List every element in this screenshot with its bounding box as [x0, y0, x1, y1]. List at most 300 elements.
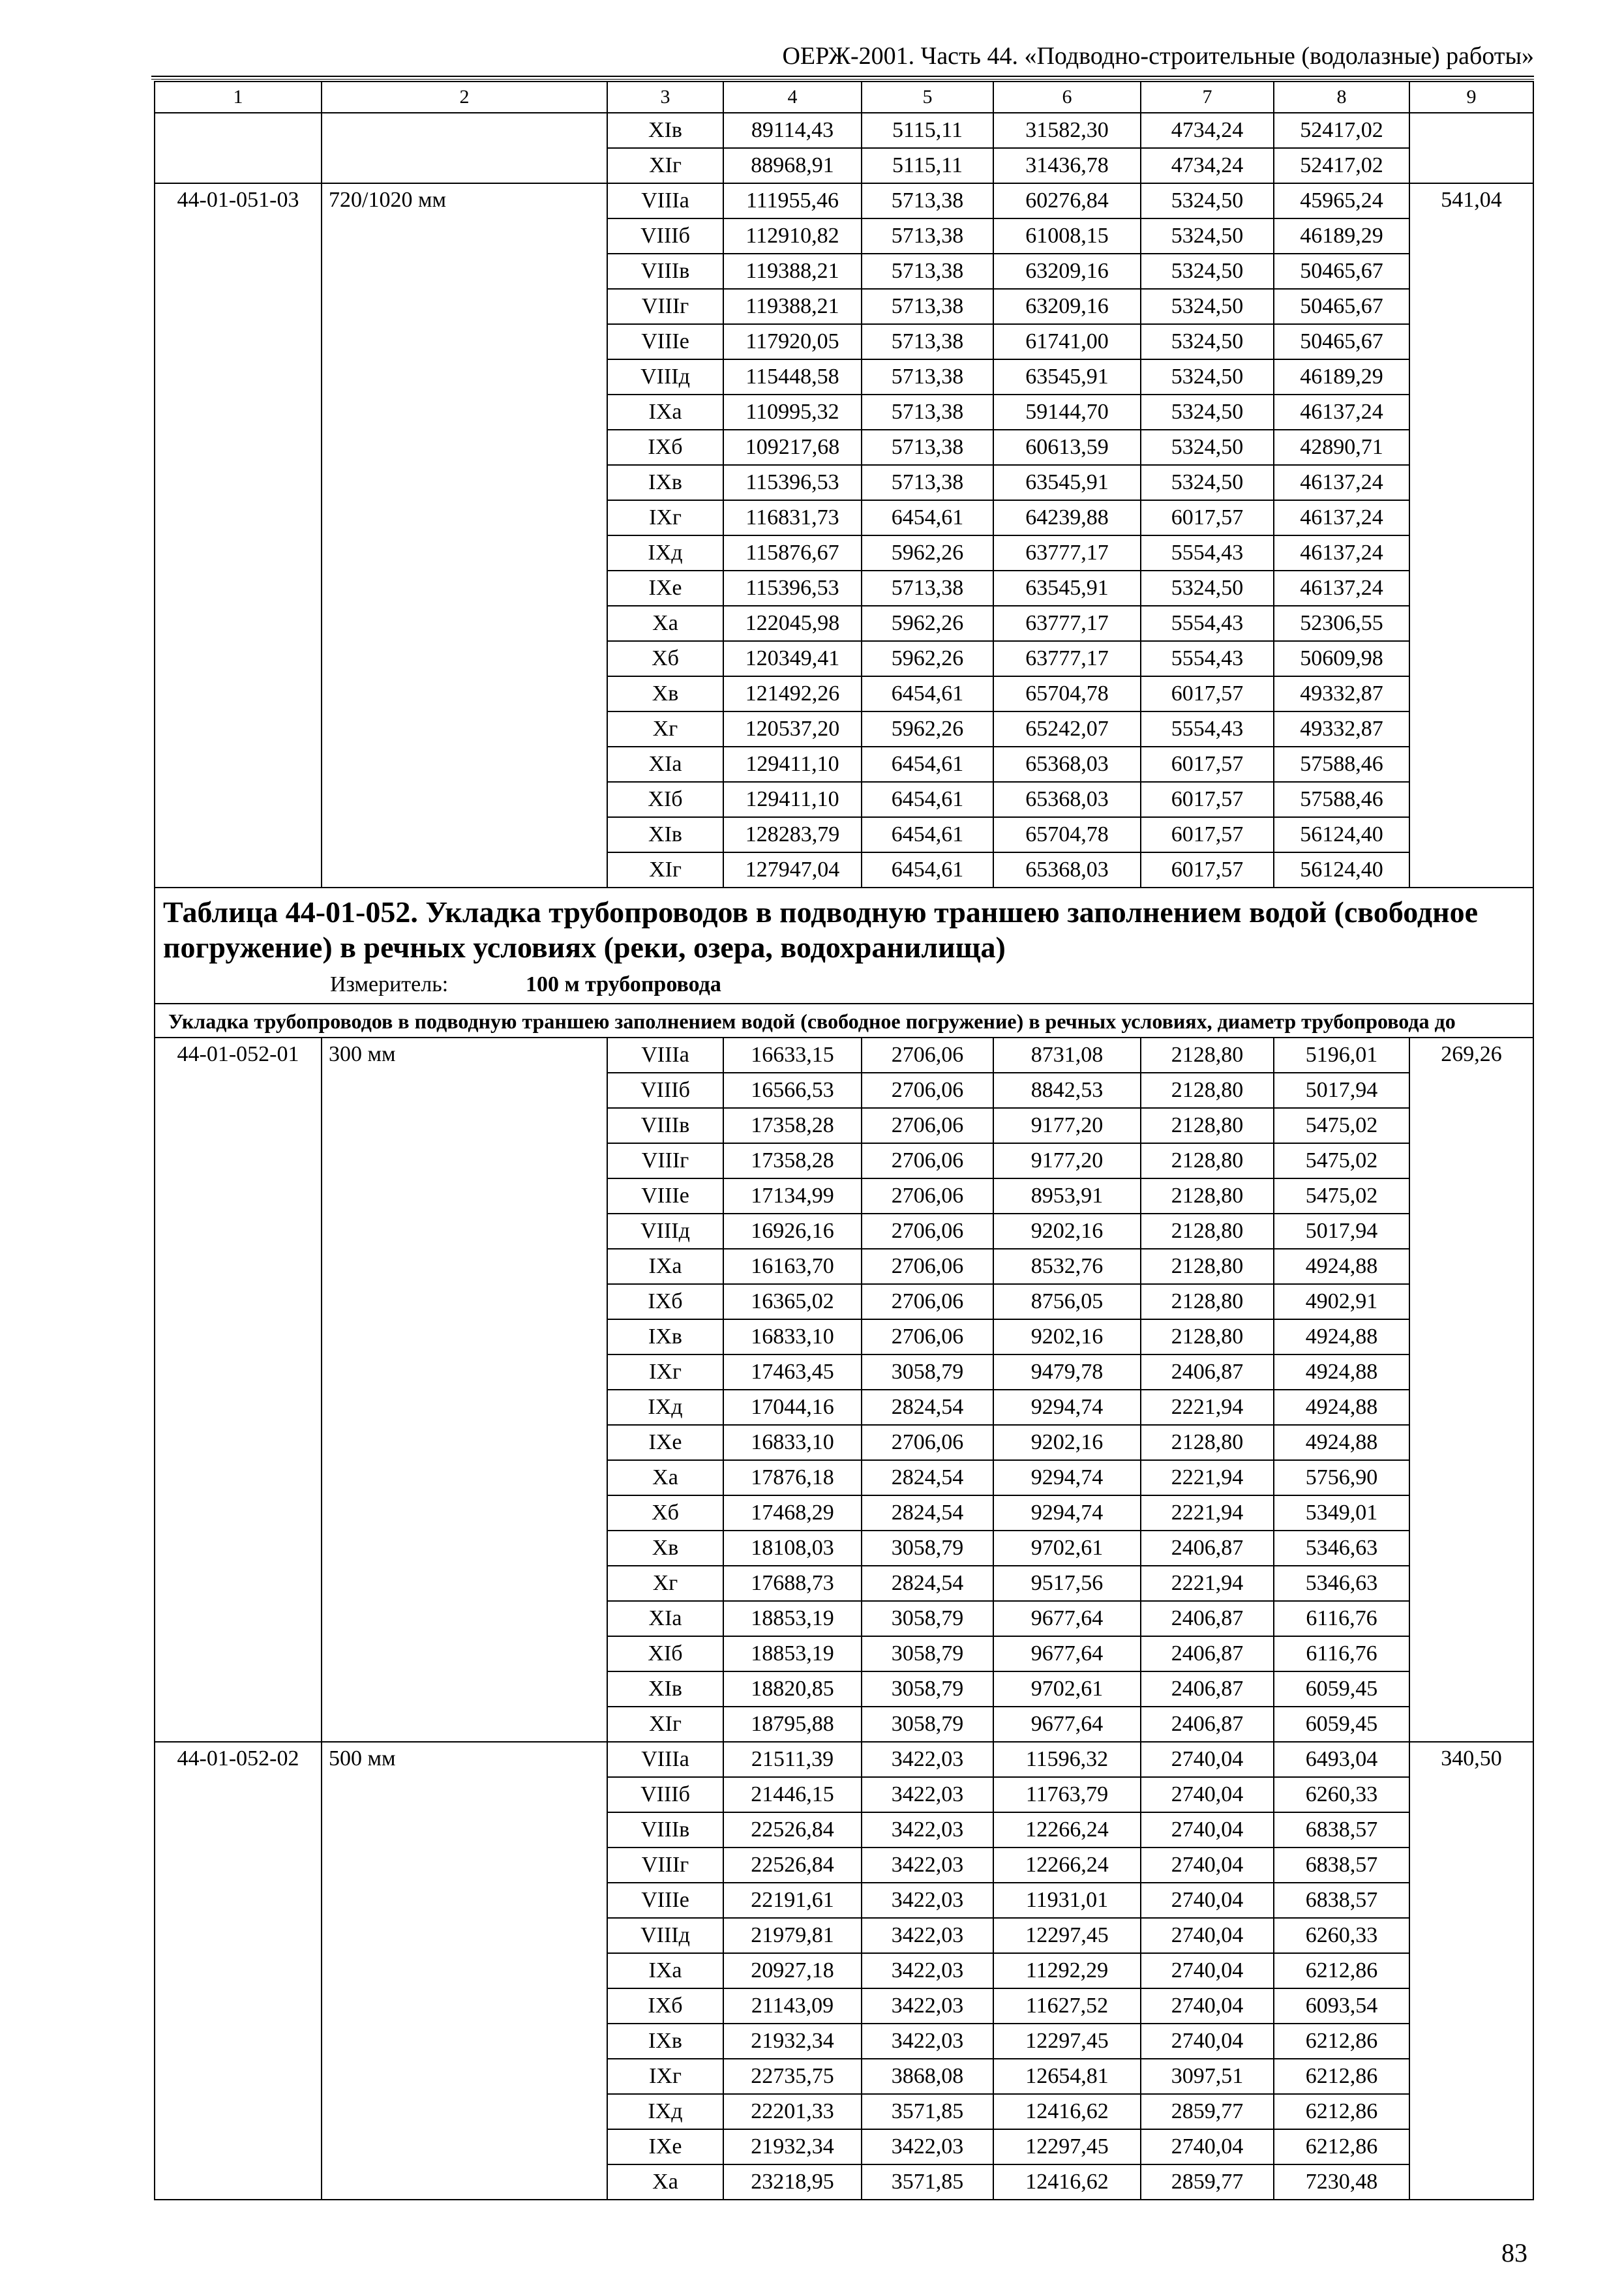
labor-cost: 340,50 [1409, 1742, 1533, 2200]
cost-value: 11596,32 [993, 1742, 1141, 1777]
cost-value: 65704,78 [993, 676, 1141, 711]
cost-value: 63777,17 [993, 535, 1141, 571]
region-class: IXв [607, 2024, 723, 2059]
region-class: VIIIе [607, 324, 723, 359]
cost-value: 3571,85 [862, 2164, 993, 2200]
cost-value: 17044,16 [723, 1390, 862, 1425]
cost-value: 2128,80 [1141, 1038, 1274, 1073]
cost-value: 9677,64 [993, 1636, 1141, 1671]
cost-value: 3058,79 [862, 1531, 993, 1566]
cost-value: 2706,06 [862, 1284, 993, 1319]
cost-value: 46137,24 [1274, 500, 1409, 535]
region-class: Xв [607, 1531, 723, 1566]
cost-value: 63545,91 [993, 359, 1141, 395]
cost-value: 5346,63 [1274, 1531, 1409, 1566]
cost-value: 5962,26 [862, 535, 993, 571]
cost-value: 2706,06 [862, 1143, 993, 1178]
cost-value: 63545,91 [993, 571, 1141, 606]
cost-value: 16926,16 [723, 1214, 862, 1249]
region-class: Xа [607, 2164, 723, 2200]
cost-value: 5324,50 [1141, 254, 1274, 289]
cost-value: 6212,86 [1274, 1953, 1409, 1988]
cost-value: 5475,02 [1274, 1108, 1409, 1143]
cost-value: 2824,54 [862, 1495, 993, 1531]
cost-value: 60276,84 [993, 183, 1141, 218]
cost-value: 2740,04 [1141, 2024, 1274, 2059]
region-class: XIг [607, 1707, 723, 1742]
cost-value: 2221,94 [1141, 1566, 1274, 1601]
cost-value: 2706,06 [862, 1073, 993, 1108]
cost-value: 6212,86 [1274, 2094, 1409, 2129]
region-class: Xб [607, 641, 723, 676]
cost-value: 65368,03 [993, 747, 1141, 782]
cost-value: 5756,90 [1274, 1460, 1409, 1495]
region-class: VIIIб [607, 1777, 723, 1812]
cost-value: 6017,57 [1141, 747, 1274, 782]
cost-value: 8731,08 [993, 1038, 1141, 1073]
cost-value: 89114,43 [723, 113, 862, 148]
cost-value: 122045,98 [723, 606, 862, 641]
labor-cost: 541,04 [1409, 183, 1533, 888]
table-title-row [155, 888, 1533, 1004]
region-class: XIб [607, 782, 723, 817]
table-row [155, 113, 1533, 148]
cost-value: 2221,94 [1141, 1390, 1274, 1425]
cost-value: 3422,03 [862, 2024, 993, 2059]
cost-value: 2128,80 [1141, 1143, 1274, 1178]
cost-value: 4924,88 [1274, 1249, 1409, 1284]
cost-value: 5962,26 [862, 641, 993, 676]
cost-value: 11931,01 [993, 1883, 1141, 1918]
cost-value: 21446,15 [723, 1777, 862, 1812]
cost-value: 120349,41 [723, 641, 862, 676]
region-class: IXг [607, 2059, 723, 2094]
cost-value: 31582,30 [993, 113, 1141, 148]
region-class: VIIIа [607, 1038, 723, 1073]
cost-value: 115876,67 [723, 535, 862, 571]
cost-value: 3422,03 [862, 1812, 993, 1848]
cost-value: 5196,01 [1274, 1038, 1409, 1073]
cost-value: 6454,61 [862, 817, 993, 852]
cost-value: 9177,20 [993, 1108, 1141, 1143]
region-class: IXе [607, 1425, 723, 1460]
cost-value: 60613,59 [993, 430, 1141, 465]
cost-value: 9702,61 [993, 1531, 1141, 1566]
cost-value: 12266,24 [993, 1812, 1141, 1848]
cost-value: 50465,67 [1274, 324, 1409, 359]
region-class: VIIIг [607, 289, 723, 324]
region-class: VIIIд [607, 1214, 723, 1249]
region-class: IXа [607, 395, 723, 430]
pipe-diameter: 500 мм [322, 1742, 607, 2200]
cost-value: 17463,45 [723, 1354, 862, 1390]
table-title-cell [155, 888, 1533, 1004]
region-class: IXд [607, 1390, 723, 1425]
cost-value: 5115,11 [862, 113, 993, 148]
column-number: 5 [862, 82, 993, 113]
cost-value: 3058,79 [862, 1636, 993, 1671]
region-class: VIIIг [607, 1143, 723, 1178]
cost-value: 5554,43 [1141, 711, 1274, 747]
cost-value: 17688,73 [723, 1566, 862, 1601]
cost-value: 7230,48 [1274, 2164, 1409, 2200]
cost-value: 5349,01 [1274, 1495, 1409, 1531]
cost-value: 3058,79 [862, 1354, 993, 1390]
column-number: 4 [723, 82, 862, 113]
cost-value: 42890,71 [1274, 430, 1409, 465]
cost-value: 5115,11 [862, 148, 993, 183]
cost-value: 2406,87 [1141, 1601, 1274, 1636]
cost-value: 5962,26 [862, 606, 993, 641]
cost-value: 46137,24 [1274, 465, 1409, 500]
cost-value: 111955,46 [723, 183, 862, 218]
cost-value: 5713,38 [862, 430, 993, 465]
cost-value: 2406,87 [1141, 1531, 1274, 1566]
region-class: VIIIе [607, 1883, 723, 1918]
cost-value: 17358,28 [723, 1143, 862, 1178]
cost-value: 65242,07 [993, 711, 1141, 747]
cost-value: 16566,53 [723, 1073, 862, 1108]
region-class: VIIIб [607, 218, 723, 254]
cost-value: 9479,78 [993, 1354, 1141, 1390]
cost-value: 2706,06 [862, 1214, 993, 1249]
cost-value: 18108,03 [723, 1531, 862, 1566]
cost-value: 3422,03 [862, 1918, 993, 1953]
cost-value: 18820,85 [723, 1671, 862, 1707]
code-cell-empty [155, 113, 322, 183]
cost-value: 2740,04 [1141, 1883, 1274, 1918]
cost-value: 129411,10 [723, 747, 862, 782]
cost-value: 22191,61 [723, 1883, 862, 1918]
cost-value: 3571,85 [862, 2094, 993, 2129]
cost-value: 21143,09 [723, 1988, 862, 2024]
cost-value: 9202,16 [993, 1214, 1141, 1249]
region-class: IXе [607, 2129, 723, 2164]
region-class: IXд [607, 2094, 723, 2129]
cost-value: 4924,88 [1274, 1390, 1409, 1425]
pipe-diameter: 300 мм [322, 1038, 607, 1742]
cost-value: 63777,17 [993, 606, 1141, 641]
labor-cell-empty [1409, 113, 1533, 183]
cost-value: 6017,57 [1141, 852, 1274, 888]
cost-value: 22526,84 [723, 1848, 862, 1883]
region-class: XIв [607, 113, 723, 148]
cost-value: 5324,50 [1141, 289, 1274, 324]
cost-value: 6116,76 [1274, 1636, 1409, 1671]
cost-value: 2740,04 [1141, 1988, 1274, 2024]
region-class: IXв [607, 1319, 723, 1354]
cost-value: 3422,03 [862, 1777, 993, 1812]
column-number: 2 [322, 82, 607, 113]
region-class: Xг [607, 711, 723, 747]
region-class: XIг [607, 852, 723, 888]
cost-value: 3422,03 [862, 1988, 993, 2024]
cost-value: 46137,24 [1274, 535, 1409, 571]
cost-value: 9294,74 [993, 1460, 1141, 1495]
column-number: 6 [993, 82, 1141, 113]
column-number: 1 [155, 82, 322, 113]
cost-value: 61008,15 [993, 218, 1141, 254]
region-class: VIIIг [607, 1848, 723, 1883]
cost-value: 49332,87 [1274, 676, 1409, 711]
cost-value: 46189,29 [1274, 218, 1409, 254]
cost-value: 52417,02 [1274, 113, 1409, 148]
cost-value: 3868,08 [862, 2059, 993, 2094]
cost-value: 129411,10 [723, 782, 862, 817]
cost-value: 3097,51 [1141, 2059, 1274, 2094]
cost-value: 3422,03 [862, 1953, 993, 1988]
cost-value: 9177,20 [993, 1143, 1141, 1178]
cost-value: 3058,79 [862, 1671, 993, 1707]
table-row [155, 1742, 1533, 1777]
cost-value: 4734,24 [1141, 148, 1274, 183]
cost-value: 5475,02 [1274, 1143, 1409, 1178]
region-class: IXд [607, 535, 723, 571]
region-class: XIб [607, 1636, 723, 1671]
header-rule-thin [151, 79, 1534, 80]
measure-value: 100 м трубопровода [526, 972, 721, 996]
cost-value: 16833,10 [723, 1425, 862, 1460]
cost-value: 12297,45 [993, 1918, 1141, 1953]
cost-value: 8953,91 [993, 1178, 1141, 1214]
cost-value: 18795,88 [723, 1707, 862, 1742]
cost-value: 50465,67 [1274, 254, 1409, 289]
cost-value: 3058,79 [862, 1601, 993, 1636]
table-row [155, 1038, 1533, 1073]
column-number-row [155, 82, 1533, 113]
cost-value: 2740,04 [1141, 1777, 1274, 1812]
cost-value: 59144,70 [993, 395, 1141, 430]
cost-value: 12297,45 [993, 2024, 1141, 2059]
region-class: IXг [607, 1354, 723, 1390]
cost-value: 4924,88 [1274, 1354, 1409, 1390]
cost-value: 109217,68 [723, 430, 862, 465]
cost-value: 115396,53 [723, 465, 862, 500]
cost-value: 23218,95 [723, 2164, 862, 2200]
cost-value: 6454,61 [862, 852, 993, 888]
cost-value: 5324,50 [1141, 465, 1274, 500]
cost-value: 46137,24 [1274, 571, 1409, 606]
cost-value: 2824,54 [862, 1460, 993, 1495]
cost-value: 2706,06 [862, 1319, 993, 1354]
diameter-cell-empty [322, 113, 607, 183]
cost-value: 2128,80 [1141, 1073, 1274, 1108]
cost-value: 12654,81 [993, 2059, 1141, 2094]
region-class: VIIIд [607, 359, 723, 395]
cost-value: 50465,67 [1274, 289, 1409, 324]
region-class: Xг [607, 1566, 723, 1601]
cost-value: 4924,88 [1274, 1319, 1409, 1354]
cost-value: 56124,40 [1274, 852, 1409, 888]
cost-value: 6017,57 [1141, 817, 1274, 852]
cost-value: 6260,33 [1274, 1918, 1409, 1953]
cost-value: 2128,80 [1141, 1214, 1274, 1249]
cost-value: 2859,77 [1141, 2164, 1274, 2200]
region-class: XIв [607, 817, 723, 852]
cost-value: 4734,24 [1141, 113, 1274, 148]
rate-code: 44-01-052-02 [155, 1742, 322, 2200]
cost-value: 2740,04 [1141, 1848, 1274, 1883]
cost-value: 2740,04 [1141, 1953, 1274, 1988]
region-class: VIIIв [607, 254, 723, 289]
cost-value: 9677,64 [993, 1707, 1141, 1742]
cost-value: 6454,61 [862, 747, 993, 782]
cost-value: 2824,54 [862, 1390, 993, 1425]
cost-value: 115396,53 [723, 571, 862, 606]
cost-value: 50609,98 [1274, 641, 1409, 676]
cost-value: 5713,38 [862, 218, 993, 254]
measure-line [163, 970, 1525, 999]
cost-value: 5346,63 [1274, 1566, 1409, 1601]
cost-value: 6017,57 [1141, 782, 1274, 817]
cost-value: 65368,03 [993, 782, 1141, 817]
region-class: VIIIе [607, 1178, 723, 1214]
cost-value: 5324,50 [1141, 359, 1274, 395]
cost-value: 4924,88 [1274, 1425, 1409, 1460]
region-class: IXе [607, 571, 723, 606]
cost-value: 5713,38 [862, 183, 993, 218]
cost-value: 3058,79 [862, 1707, 993, 1742]
cost-value: 22526,84 [723, 1812, 862, 1848]
cost-value: 2221,94 [1141, 1495, 1274, 1531]
cost-value: 16163,70 [723, 1249, 862, 1284]
cost-value: 2824,54 [862, 1566, 993, 1601]
cost-value: 5554,43 [1141, 606, 1274, 641]
cost-value: 57588,46 [1274, 747, 1409, 782]
cost-value: 49332,87 [1274, 711, 1409, 747]
cost-value: 115448,58 [723, 359, 862, 395]
cost-value: 5713,38 [862, 359, 993, 395]
column-number: 7 [1141, 82, 1274, 113]
cost-value: 2706,06 [862, 1178, 993, 1214]
header-rule [151, 76, 1534, 77]
cost-value: 2221,94 [1141, 1460, 1274, 1495]
cost-value: 2740,04 [1141, 1812, 1274, 1848]
cost-value: 6260,33 [1274, 1777, 1409, 1812]
cost-value: 2128,80 [1141, 1178, 1274, 1214]
cost-value: 2128,80 [1141, 1284, 1274, 1319]
cost-value: 46189,29 [1274, 359, 1409, 395]
cost-value: 61741,00 [993, 324, 1141, 359]
column-number: 3 [607, 82, 723, 113]
cost-value: 6116,76 [1274, 1601, 1409, 1636]
cost-value: 22735,75 [723, 2059, 862, 2094]
cost-value: 9202,16 [993, 1425, 1141, 1460]
labor-cost: 269,26 [1409, 1038, 1533, 1742]
cost-value: 18853,19 [723, 1601, 862, 1636]
cost-value: 117920,05 [723, 324, 862, 359]
cost-value: 63777,17 [993, 641, 1141, 676]
cost-value: 2740,04 [1141, 1918, 1274, 1953]
cost-value: 6838,57 [1274, 1848, 1409, 1883]
region-class: IXв [607, 465, 723, 500]
region-class: VIIIа [607, 1742, 723, 1777]
cost-value: 11292,29 [993, 1953, 1141, 1988]
cost-value: 5713,38 [862, 395, 993, 430]
region-class: Xб [607, 1495, 723, 1531]
rate-code: 44-01-051-03 [155, 183, 322, 888]
cost-value: 31436,78 [993, 148, 1141, 183]
cost-value: 128283,79 [723, 817, 862, 852]
cost-value: 5324,50 [1141, 395, 1274, 430]
cost-value: 6454,61 [862, 782, 993, 817]
cost-value: 119388,21 [723, 254, 862, 289]
measure-label: Измеритель: [330, 972, 449, 996]
subheading-cell [155, 1004, 1533, 1038]
cost-value: 8756,05 [993, 1284, 1141, 1319]
table-row [155, 183, 1533, 218]
cost-value: 12416,62 [993, 2164, 1141, 2200]
cost-value: 12416,62 [993, 2094, 1141, 2129]
region-class: VIIIб [607, 1073, 723, 1108]
cost-value: 5713,38 [862, 465, 993, 500]
cost-value: 9677,64 [993, 1601, 1141, 1636]
region-class: VIIIв [607, 1108, 723, 1143]
cost-value: 21511,39 [723, 1742, 862, 1777]
region-class: VIIIа [607, 183, 723, 218]
cost-value: 9294,74 [993, 1495, 1141, 1531]
region-class: XIг [607, 148, 723, 183]
cost-value: 5713,38 [862, 289, 993, 324]
cost-value: 6212,86 [1274, 2129, 1409, 2164]
region-class: IXб [607, 430, 723, 465]
cost-value: 3422,03 [862, 1883, 993, 1918]
cost-value: 127947,04 [723, 852, 862, 888]
cost-value: 5713,38 [862, 571, 993, 606]
cost-value: 2128,80 [1141, 1249, 1274, 1284]
cost-value: 112910,82 [723, 218, 862, 254]
table-body [155, 82, 1533, 2200]
region-class: XIа [607, 1601, 723, 1636]
cost-value: 5324,50 [1141, 430, 1274, 465]
cost-value: 12266,24 [993, 1848, 1141, 1883]
cost-value: 64239,88 [993, 500, 1141, 535]
region-class: Xв [607, 676, 723, 711]
cost-value: 9294,74 [993, 1390, 1141, 1425]
page-number: 83 [1501, 2238, 1527, 2267]
cost-value: 121492,26 [723, 676, 862, 711]
cost-value: 17876,18 [723, 1460, 862, 1495]
cost-value: 110995,32 [723, 395, 862, 430]
cost-value: 21932,34 [723, 2024, 862, 2059]
cost-value: 5713,38 [862, 324, 993, 359]
cost-value: 22201,33 [723, 2094, 862, 2129]
cost-value: 2706,06 [862, 1108, 993, 1143]
cost-value: 4902,91 [1274, 1284, 1409, 1319]
cost-value: 65368,03 [993, 852, 1141, 888]
cost-value: 2406,87 [1141, 1354, 1274, 1390]
cost-value: 63209,16 [993, 254, 1141, 289]
region-class: IXа [607, 1953, 723, 1988]
region-class: IXа [607, 1249, 723, 1284]
cost-value: 6017,57 [1141, 676, 1274, 711]
cost-value: 6017,57 [1141, 500, 1274, 535]
cost-value: 5962,26 [862, 711, 993, 747]
cost-value: 8842,53 [993, 1073, 1141, 1108]
cost-value: 5554,43 [1141, 641, 1274, 676]
rate-code: 44-01-052-01 [155, 1038, 322, 1742]
cost-value: 5475,02 [1274, 1178, 1409, 1214]
cost-value: 2128,80 [1141, 1108, 1274, 1143]
table-title: Таблица 44-01-052. Укладка трубопроводов в подводную траншею заполнением водой (свободное погружение) в речных условиях (реки, озера, водохранилища) [163, 895, 1479, 964]
cost-value: 2706,06 [862, 1038, 993, 1073]
cost-value: 57588,46 [1274, 782, 1409, 817]
cost-value: 6838,57 [1274, 1883, 1409, 1918]
cost-value: 3422,03 [862, 1742, 993, 1777]
region-class: XIа [607, 747, 723, 782]
subheading: Укладка трубопроводов в подводную траншею заполнением водой (свободное погружение) в речных условиях, диаметр трубопровода до [168, 1010, 1456, 1033]
cost-value: 5713,38 [862, 254, 993, 289]
